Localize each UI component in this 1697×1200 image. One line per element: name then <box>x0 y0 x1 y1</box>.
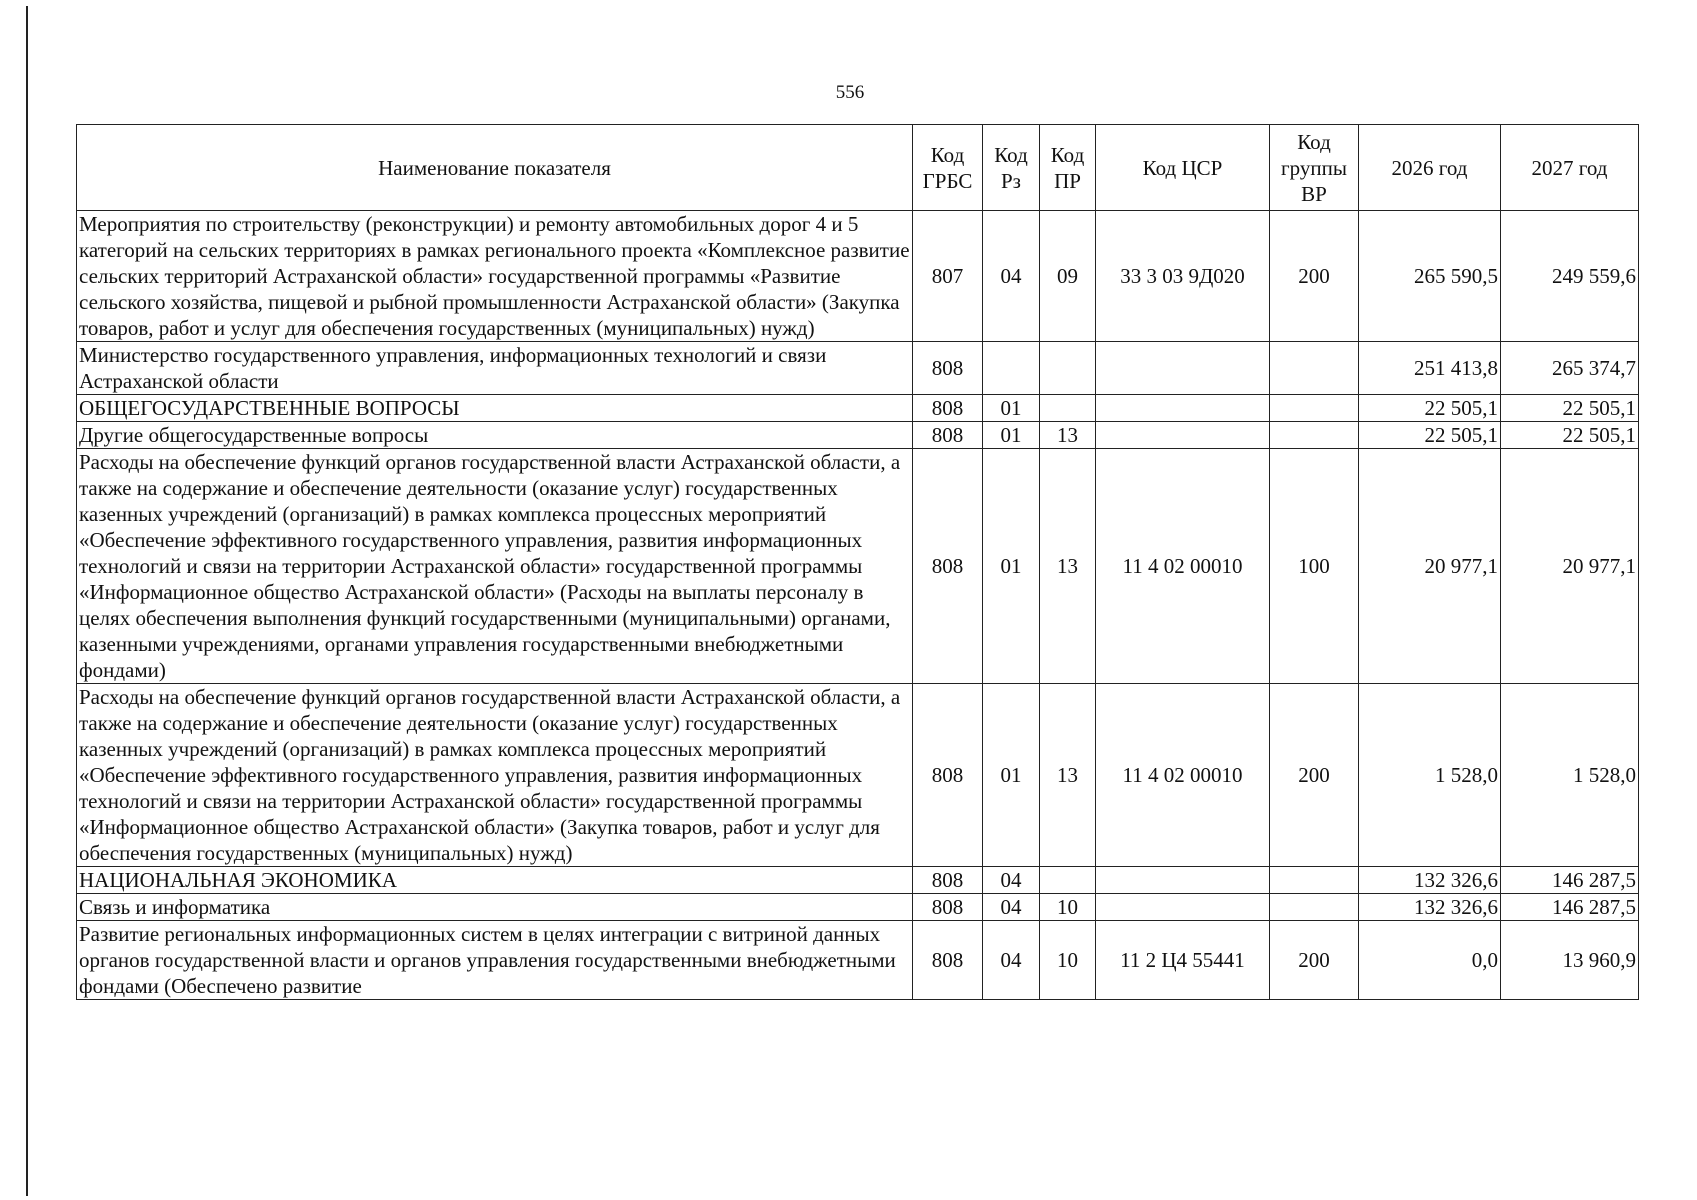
row-csr <box>1096 894 1270 921</box>
row-vr <box>1270 395 1359 422</box>
table-row <box>77 395 1639 422</box>
row-csr: 11 4 02 00010 <box>1096 684 1270 867</box>
table-row <box>77 894 1639 921</box>
row-grbs: 808 <box>913 894 983 921</box>
table-row <box>77 867 1639 894</box>
row-vr <box>1270 867 1359 894</box>
row-2026: 20 977,1 <box>1359 449 1501 684</box>
header-pr: Код ПР <box>1040 125 1096 211</box>
budget-table <box>76 124 1639 1000</box>
row-name: ОБЩЕГОСУДАРСТВЕННЫЕ ВОПРОСЫ <box>77 395 913 422</box>
row-rz <box>983 342 1040 395</box>
row-grbs: 808 <box>913 921 983 1000</box>
header-2026: 2026 год <box>1359 125 1501 211</box>
row-2026: 251 413,8 <box>1359 342 1501 395</box>
table-header-row <box>77 125 1639 211</box>
row-csr <box>1096 342 1270 395</box>
row-name: Развитие региональных информационных систем в целях интеграции с витриной данных органов государственной власти и органов управления государственными внебюджетными фондами (Обеспечено развитие <box>77 921 913 1000</box>
row-2026: 132 326,6 <box>1359 867 1501 894</box>
row-grbs: 808 <box>913 422 983 449</box>
row-name: Расходы на обеспечение функций органов государственной власти Астраханской области, а также на содержание и обеспечение деятельности (оказание услуг) государственных казенных учреждений (организаций) в рамках комплекса процессных мероприятий «Обеспечение эффективного государственного управления, развития информационных технологий и связи на территории Астраханской области» государственной программы «Информационное общество Астраханской области» (Расходы на выплаты персоналу в целях обеспечения выполнения функций государственными (муниципальными) органами, казенными учреждениями, органами управления государственными внебюджетными фондами) <box>77 449 913 684</box>
row-pr: 09 <box>1040 211 1096 342</box>
row-vr <box>1270 342 1359 395</box>
row-2026: 1 528,0 <box>1359 684 1501 867</box>
table-row <box>77 449 1639 684</box>
row-2026: 265 590,5 <box>1359 211 1501 342</box>
header-name: Наименование показателя <box>77 125 913 211</box>
row-grbs: 808 <box>913 867 983 894</box>
row-name: Другие общегосударственные вопросы <box>77 422 913 449</box>
row-grbs: 808 <box>913 342 983 395</box>
row-vr: 100 <box>1270 449 1359 684</box>
row-2027: 146 287,5 <box>1501 894 1639 921</box>
row-2027: 22 505,1 <box>1501 395 1639 422</box>
row-rz: 01 <box>983 684 1040 867</box>
table-row <box>77 921 1639 1000</box>
row-pr: 10 <box>1040 921 1096 1000</box>
row-pr <box>1040 867 1096 894</box>
row-2026: 22 505,1 <box>1359 422 1501 449</box>
row-csr: 33 3 03 9Д020 <box>1096 211 1270 342</box>
row-vr <box>1270 894 1359 921</box>
row-2027: 146 287,5 <box>1501 867 1639 894</box>
row-pr: 13 <box>1040 449 1096 684</box>
row-grbs: 808 <box>913 395 983 422</box>
page-number: 556 <box>835 82 865 103</box>
row-pr <box>1040 395 1096 422</box>
row-2026: 22 505,1 <box>1359 395 1501 422</box>
row-grbs: 807 <box>913 211 983 342</box>
row-rz: 01 <box>983 449 1040 684</box>
row-2027: 249 559,6 <box>1501 211 1639 342</box>
row-2027: 22 505,1 <box>1501 422 1639 449</box>
row-name: Мероприятия по строительству (реконструкции) и ремонту автомобильных дорог 4 и 5 категорий на сельских территориях в рамках регионального проекта «Комплексное развитие сельских территорий Астраханской области» государственной программы «Развитие сельского хозяйства, пищевой и рыбной промышленности Астраханской области» (Закупка товаров, работ и услуг для обеспечения государственных (муниципальных) нужд) <box>77 211 913 342</box>
row-rz: 04 <box>983 921 1040 1000</box>
row-rz: 01 <box>983 395 1040 422</box>
table-row <box>77 684 1639 867</box>
row-pr <box>1040 342 1096 395</box>
row-rz: 01 <box>983 422 1040 449</box>
row-name: Связь и информатика <box>77 894 913 921</box>
header-csr: Код ЦСР <box>1096 125 1270 211</box>
table-row <box>77 422 1639 449</box>
row-csr: 11 2 Ц4 55441 <box>1096 921 1270 1000</box>
row-name: Министерство государственного управления, информационных технологий и связи Астраханской области <box>77 342 913 395</box>
row-2026: 0,0 <box>1359 921 1501 1000</box>
row-vr <box>1270 422 1359 449</box>
left-margin-rule <box>26 6 28 1196</box>
row-rz: 04 <box>983 894 1040 921</box>
row-2027: 20 977,1 <box>1501 449 1639 684</box>
row-rz: 04 <box>983 867 1040 894</box>
row-vr: 200 <box>1270 921 1359 1000</box>
row-pr: 13 <box>1040 684 1096 867</box>
row-2027: 265 374,7 <box>1501 342 1639 395</box>
header-grbs: Код ГРБС <box>913 125 983 211</box>
row-name: Расходы на обеспечение функций органов государственной власти Астраханской области, а также на содержание и обеспечение деятельности (оказание услуг) государственных казенных учреждений (организаций) в рамках комплекса процессных мероприятий «Обеспечение эффективного государственного управления, развития информационных технологий и связи на территории Астраханской области» государственной программы «Информационное общество Астраханской области» (Закупка товаров, работ и услуг для обеспечения государственных (муниципальных) нужд) <box>77 684 913 867</box>
row-csr <box>1096 422 1270 449</box>
header-rz: Код Рз <box>983 125 1040 211</box>
table-row <box>77 211 1639 342</box>
row-name: НАЦИОНАЛЬНАЯ ЭКОНОМИКА <box>77 867 913 894</box>
row-2026: 132 326,6 <box>1359 894 1501 921</box>
row-2027: 1 528,0 <box>1501 684 1639 867</box>
header-vr: Код группы ВР <box>1270 125 1359 211</box>
row-csr: 11 4 02 00010 <box>1096 449 1270 684</box>
table-row <box>77 342 1639 395</box>
row-vr: 200 <box>1270 684 1359 867</box>
row-pr: 13 <box>1040 422 1096 449</box>
row-csr <box>1096 395 1270 422</box>
row-csr <box>1096 867 1270 894</box>
row-vr: 200 <box>1270 211 1359 342</box>
row-rz: 04 <box>983 211 1040 342</box>
row-grbs: 808 <box>913 684 983 867</box>
header-2027: 2027 год <box>1501 125 1639 211</box>
row-2027: 13 960,9 <box>1501 921 1639 1000</box>
row-pr: 10 <box>1040 894 1096 921</box>
row-grbs: 808 <box>913 449 983 684</box>
